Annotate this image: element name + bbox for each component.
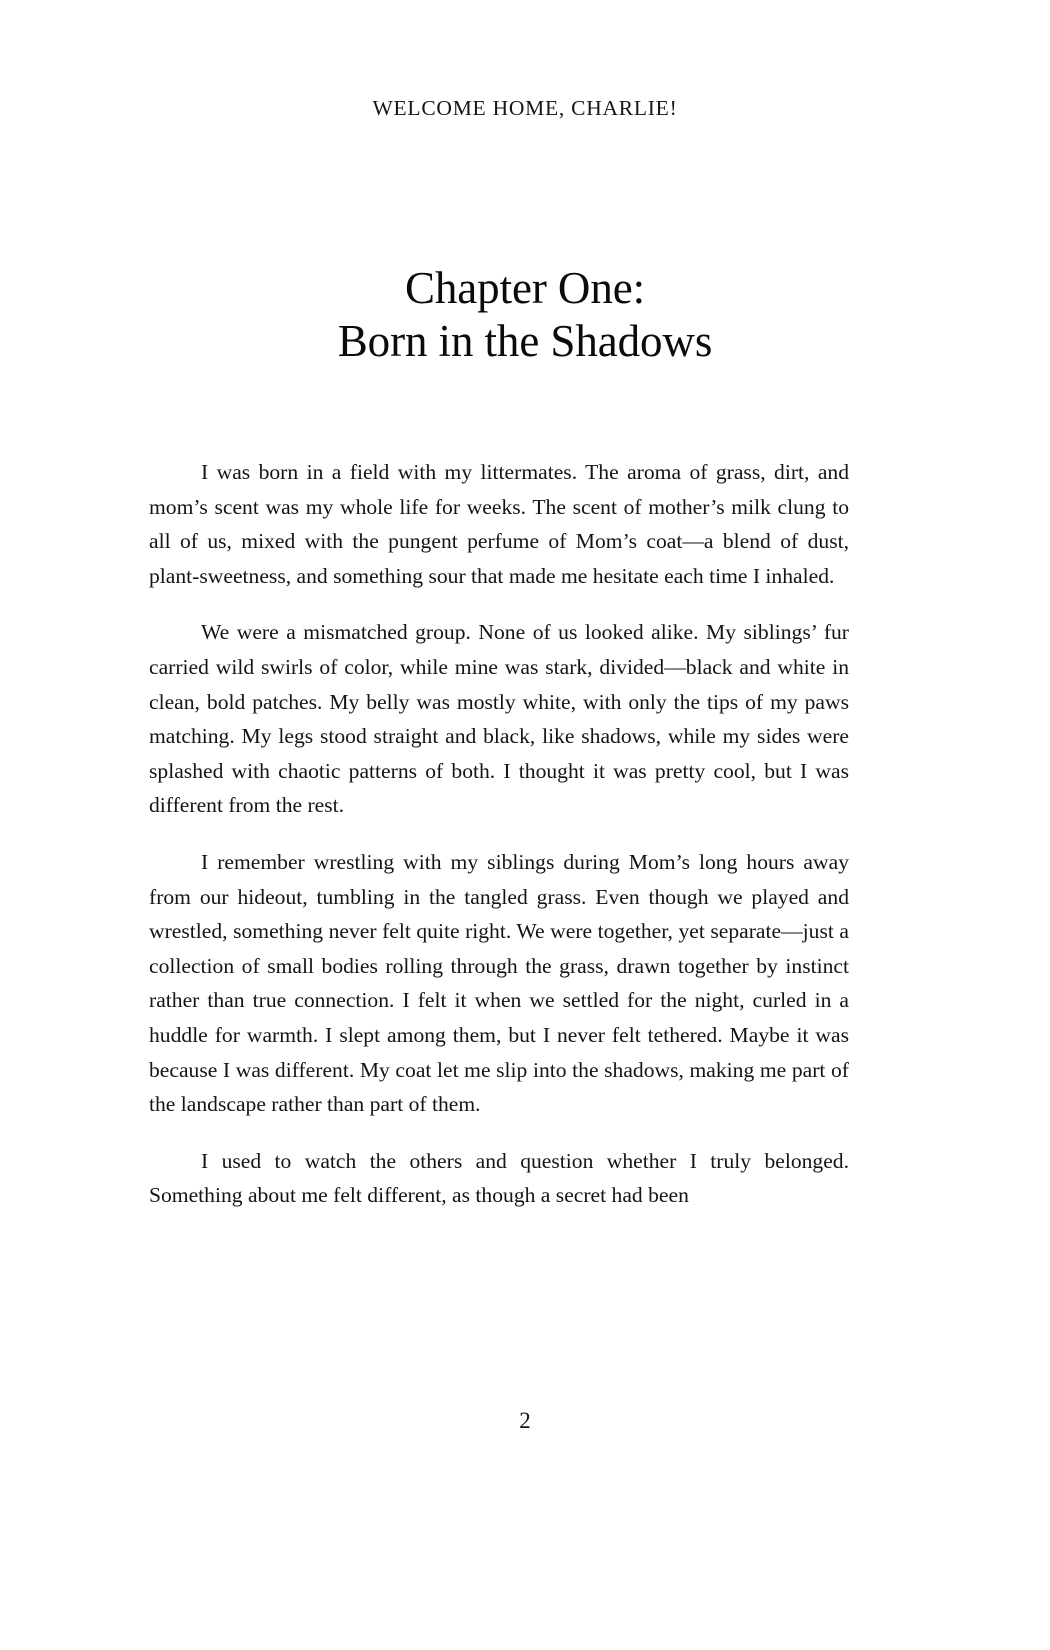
chapter-title [0, 262, 1050, 368]
paragraph: I used to watch the others and question whether I truly belonged. Something about me felt different, as though a secret had been [149, 1148, 849, 1208]
paragraph: I remember wrestling with my siblings during Mom’s long hours away from our hideout, tumbling in the tangled grass. Even though we played and wrestled, something never felt quite right. We were together, yet separate—just a collection of small bodies rolling through the grass, drawn together by instinct rather than true connection. I felt it when we settled for the night, curled in a huddle for warmth. I slept among them, but I never felt tethered. Maybe it was because I was different. My coat let me slip into the shadows, making me part of the landscape rather than part of them. [149, 849, 849, 1117]
paragraph: I was born in a field with my littermates. The aroma of grass, dirt, and mom’s scent was my whole life for weeks. The scent of mother’s milk clung to all of us, mixed with the pungent perfume of Mom’s coat—a blend of dust, plant-sweetness, and something sour that made me hesitate each time I inhaled. [149, 460, 849, 588]
running-head: WELCOME HOME, CHARLIE! [372, 96, 678, 120]
body-text [149, 455, 849, 1213]
page-number: 2 [519, 1408, 531, 1433]
chapter-name: Born in the Shadows [337, 316, 713, 367]
chapter-label: Chapter One: [404, 263, 646, 313]
paragraph: We were a mismatched group. None of us looked alike. My siblings’ fur carried wild swirls of color, while mine was stark, divided—black and white in clean, bold patches. My belly was mostly white, with only the tips of my paws matching. My legs stood straight and black, like shadows, while my sides were splashed with chaotic patterns of both. I thought it was pretty cool, but I was different from the rest. [149, 620, 849, 818]
